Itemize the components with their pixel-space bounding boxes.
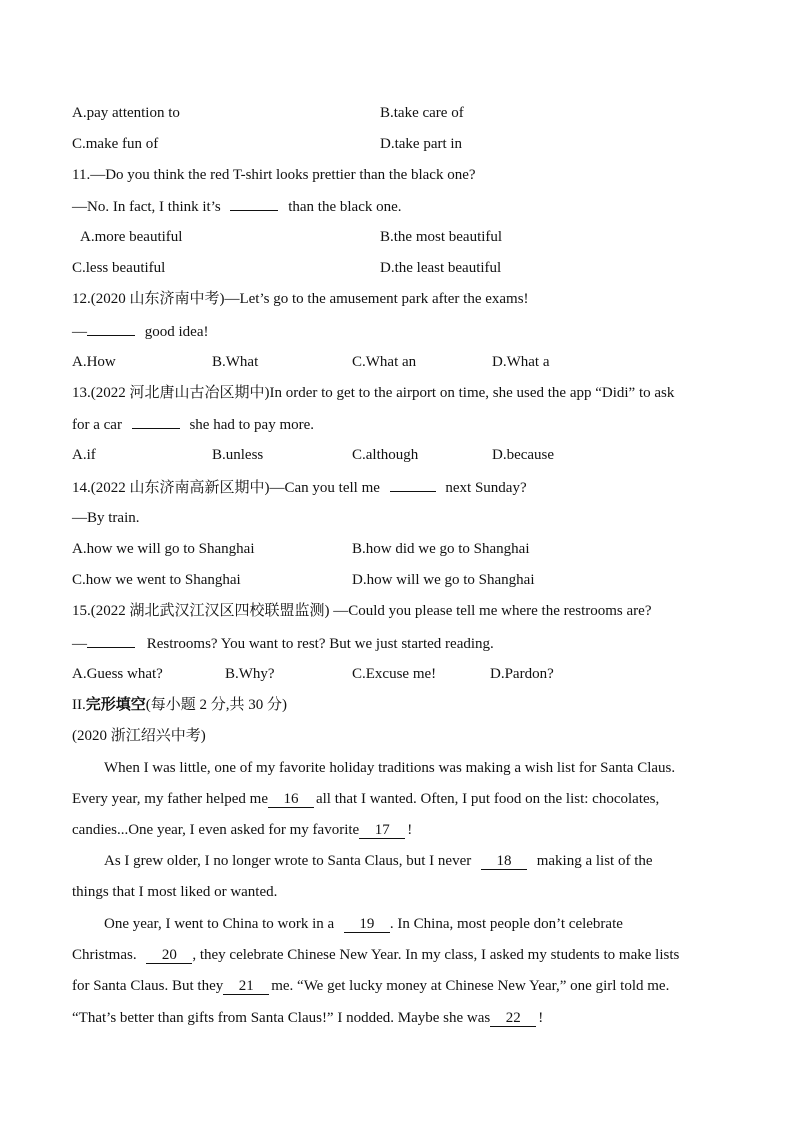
passage-p3-line3-post: me. “We get lucky money at Chinese New Year,” one girl told me. bbox=[271, 978, 670, 994]
passage-p1-line2-post: all that I wanted. Often, I put food on the list: chocolates, bbox=[315, 791, 660, 807]
q12-stem: 12.(2020 山东济南中考)—Let’s go to the amusement park after the exams! bbox=[72, 291, 529, 307]
q12-option-b: B.What bbox=[212, 354, 259, 370]
q15-option-a: A.Guess what? bbox=[72, 666, 163, 682]
q14-option-b: B.how did we go to Shanghai bbox=[352, 541, 530, 557]
passage-p2-line1 bbox=[104, 851, 653, 871]
passage-p3-line4-post: ! bbox=[538, 1010, 544, 1026]
q12-line2-pre: — bbox=[72, 324, 87, 340]
cloze-blank-18[interactable]: 18 bbox=[481, 853, 527, 870]
section-2-source: (2020 浙江绍兴中考) bbox=[72, 728, 206, 744]
q13-blank[interactable] bbox=[132, 414, 180, 429]
q15-line2-post: Restrooms? You want to rest? But we just started reading. bbox=[146, 636, 494, 652]
q11-line2 bbox=[72, 196, 402, 216]
q15-blank[interactable] bbox=[87, 633, 135, 648]
q14-stem-pre: 14.(2022 山东济南高新区期中)—Can you tell me bbox=[72, 480, 380, 496]
passage-p1-line3 bbox=[72, 820, 412, 840]
q11-option-b: B.the most beautiful bbox=[380, 229, 503, 245]
q12-option-d: D.What a bbox=[492, 354, 550, 370]
q13-line2 bbox=[72, 414, 314, 434]
passage-p3-line4 bbox=[72, 1008, 543, 1028]
passage-p3-line3-pre: for Santa Claus. But they bbox=[72, 978, 224, 994]
q11-blank[interactable] bbox=[230, 196, 278, 211]
cloze-blank-17[interactable]: 17 bbox=[359, 822, 405, 839]
passage-p3-line2-post: , they celebrate Chinese New Year. In my class, I asked my students to make lists bbox=[192, 947, 680, 963]
q14-option-c: C.how we went to Shanghai bbox=[72, 572, 241, 588]
q12-option-a: A.How bbox=[72, 354, 116, 370]
q13-line2-post: she had to pay more. bbox=[189, 417, 315, 433]
q14-line2: —By train. bbox=[72, 510, 140, 526]
q11-option-a: A.more beautiful bbox=[80, 229, 183, 245]
q15-option-b: B.Why? bbox=[225, 666, 275, 682]
q10-option-b: B.take care of bbox=[380, 105, 464, 121]
q13-option-c: C.although bbox=[352, 447, 419, 463]
q14-option-a: A.how we will go to Shanghai bbox=[72, 541, 255, 557]
section-2-title: 完形填空 bbox=[85, 697, 146, 713]
q15-line2 bbox=[72, 633, 494, 653]
q14-stem bbox=[72, 477, 527, 497]
passage-p3-line1 bbox=[104, 914, 623, 934]
q11-line2-pre: —No. In fact, I think it’s bbox=[72, 199, 221, 215]
q12-option-c: C.What an bbox=[352, 354, 417, 370]
passage-p3-line3 bbox=[72, 976, 669, 996]
q10-option-a: A.pay attention to bbox=[72, 105, 180, 121]
passage-p3-line4-pre: “That’s better than gifts from Santa Claus!” I nodded. Maybe she was bbox=[72, 1010, 491, 1026]
section-2-score: (每小题 2 分,共 30 分) bbox=[145, 697, 288, 713]
passage-p3-line1-pre: One year, I went to China to work in a bbox=[104, 916, 335, 932]
passage-p2-line1-post: making a list of the bbox=[536, 853, 653, 869]
q13-option-a: A.if bbox=[72, 447, 96, 463]
q11-option-d: D.the least beautiful bbox=[380, 260, 502, 276]
passage-p2-line1-pre: As I grew older, I no longer wrote to Santa Claus, but I never bbox=[104, 853, 472, 869]
cloze-blank-16[interactable]: 16 bbox=[268, 791, 314, 808]
q12-line2 bbox=[72, 321, 208, 341]
cloze-blank-20[interactable]: 20 bbox=[146, 947, 192, 964]
q10-option-c: C.make fun of bbox=[72, 136, 159, 152]
cloze-blank-21[interactable]: 21 bbox=[223, 978, 269, 995]
q13-option-b: B.unless bbox=[212, 447, 264, 463]
q14-stem-post: next Sunday? bbox=[445, 480, 527, 496]
passage-p1-line3-post: ! bbox=[407, 822, 413, 838]
q13-line2-pre: for a car bbox=[72, 417, 122, 433]
q15-stem: 15.(2022 湖北武汉江汉区四校联盟监测) —Could you please tell me where the restrooms are? bbox=[72, 603, 652, 619]
q11-stem: 11.—Do you think the red T-shirt looks prettier than the black one? bbox=[72, 167, 476, 183]
q14-blank[interactable] bbox=[390, 477, 436, 492]
q10-option-d: D.take part in bbox=[380, 136, 463, 152]
q15-option-d: D.Pardon? bbox=[490, 666, 554, 682]
q11-line2-post: than the black one. bbox=[288, 199, 402, 215]
section-2-heading bbox=[72, 695, 287, 715]
q14-option-d: D.how will we go to Shanghai bbox=[352, 572, 535, 588]
passage-p3-line2-pre: Christmas. bbox=[72, 947, 137, 963]
cloze-blank-19[interactable]: 19 bbox=[344, 916, 390, 933]
q12-line2-post: good idea! bbox=[144, 324, 209, 340]
q15-option-c: C.Excuse me! bbox=[352, 666, 437, 682]
cloze-blank-22[interactable]: 22 bbox=[490, 1010, 536, 1027]
passage-p1-line2-pre: Every year, my father helped me bbox=[72, 791, 268, 807]
passage-p3-line2 bbox=[72, 945, 679, 965]
q12-blank[interactable] bbox=[87, 321, 135, 336]
q11-option-c: C.less beautiful bbox=[72, 260, 166, 276]
passage-p1-line1: When I was little, one of my favorite holiday traditions was making a wish list for Santa Claus. bbox=[104, 760, 676, 776]
q15-line2-pre: — bbox=[72, 636, 87, 652]
passage-p3-line1-post: . In China, most people don’t celebrate bbox=[389, 916, 623, 932]
q13-option-d: D.because bbox=[492, 447, 555, 463]
q13-stem: 13.(2022 河北唐山古冶区期中)In order to get to the airport on time, she used the app “Didi” to ask bbox=[72, 385, 675, 401]
section-2-roman: II. bbox=[72, 697, 86, 713]
passage-p2-line2: things that I most liked or wanted. bbox=[72, 884, 278, 900]
passage-p1-line2 bbox=[72, 789, 659, 809]
passage-p1-line3-pre: candies...One year, I even asked for my favorite bbox=[72, 822, 360, 838]
